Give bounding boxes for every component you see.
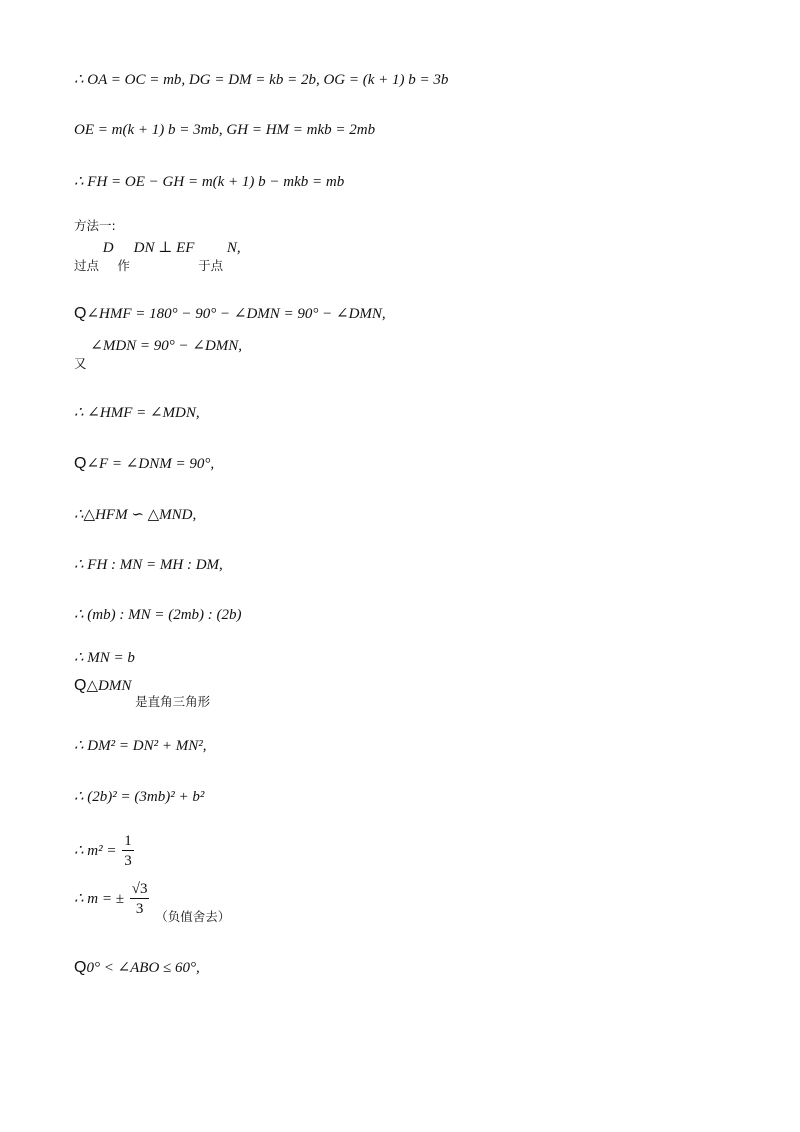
equation-line-7 <box>74 338 243 371</box>
method-heading: 方法一: <box>74 218 116 233</box>
triangle-expr: △DMN <box>86 678 132 694</box>
equation-line-14 <box>74 676 211 709</box>
construction-prefix: 过点 <box>74 258 100 273</box>
discard-note: （负值舍去） <box>155 908 231 924</box>
construction-line <box>74 240 241 273</box>
equation-line-6 <box>74 304 386 324</box>
equation-line-10: ∴△HFM ∽ △MND, <box>74 507 197 523</box>
equation-text: ∠F = ∠DNM = 90°, <box>86 456 215 472</box>
equation-lhs: ∴ m² = <box>74 842 117 859</box>
equation-line-2: OE = m(k + 1) b = 3mb, GH = HM = mkb = 2mb <box>74 122 376 138</box>
equation-line-15: ∴ DM² = DN² + MN², <box>74 738 207 754</box>
fraction-numerator: √3 <box>131 881 148 897</box>
equation-line-11: ∴ FH : MN = MH : DM, <box>74 557 223 573</box>
construction-mid: 作 <box>117 258 130 273</box>
equation-lhs: ∴ m = ± <box>74 890 124 907</box>
fraction <box>122 832 134 871</box>
equation-line-18 <box>74 880 231 924</box>
point-d: D <box>102 240 114 256</box>
also-label: 又 <box>74 356 87 371</box>
equation-text: 0° < ∠ABO ≤ 60°, <box>86 960 200 976</box>
equation-text: ∠MDN = 90° − ∠DMN, <box>90 338 243 354</box>
because-symbol: Q <box>74 959 87 976</box>
construction-suffix: 于点 <box>198 258 224 273</box>
equation-line-16: ∴ (2b)² = (3mb)² + b² <box>74 789 205 805</box>
equation-line-3: ∴ FH = OE − GH = m(k + 1) b − mkb = mb <box>74 174 345 190</box>
fraction-numerator: 1 <box>124 833 132 849</box>
right-triangle-text: 是直角三角形 <box>135 694 211 709</box>
perpendicular-expr: DN ⊥ EF <box>133 240 195 256</box>
equation-line-8: ∴ ∠HMF = ∠MDN, <box>74 405 200 421</box>
equation-line-9 <box>74 454 214 474</box>
fraction-denominator: 3 <box>124 853 132 869</box>
equation-line-13: ∴ MN = b <box>74 650 135 666</box>
because-symbol: Q <box>74 455 87 472</box>
equation-line-1: ∴ OA = OC = mb, DG = DM = kb = 2b, OG = (k + 1) b = 3b <box>74 72 449 88</box>
fraction <box>130 880 150 919</box>
because-symbol: Q <box>74 677 87 694</box>
equation-line-19 <box>74 958 200 978</box>
equation-line-17 <box>74 832 136 871</box>
equation-line-12: ∴ (mb) : MN = (2mb) : (2b) <box>74 607 242 623</box>
equation-text: ∠HMF = 180° − 90° − ∠DMN = 90° − ∠DMN, <box>86 306 386 322</box>
because-symbol: Q <box>74 305 87 322</box>
point-n: N, <box>226 240 241 256</box>
fraction-denominator: 3 <box>135 901 144 917</box>
